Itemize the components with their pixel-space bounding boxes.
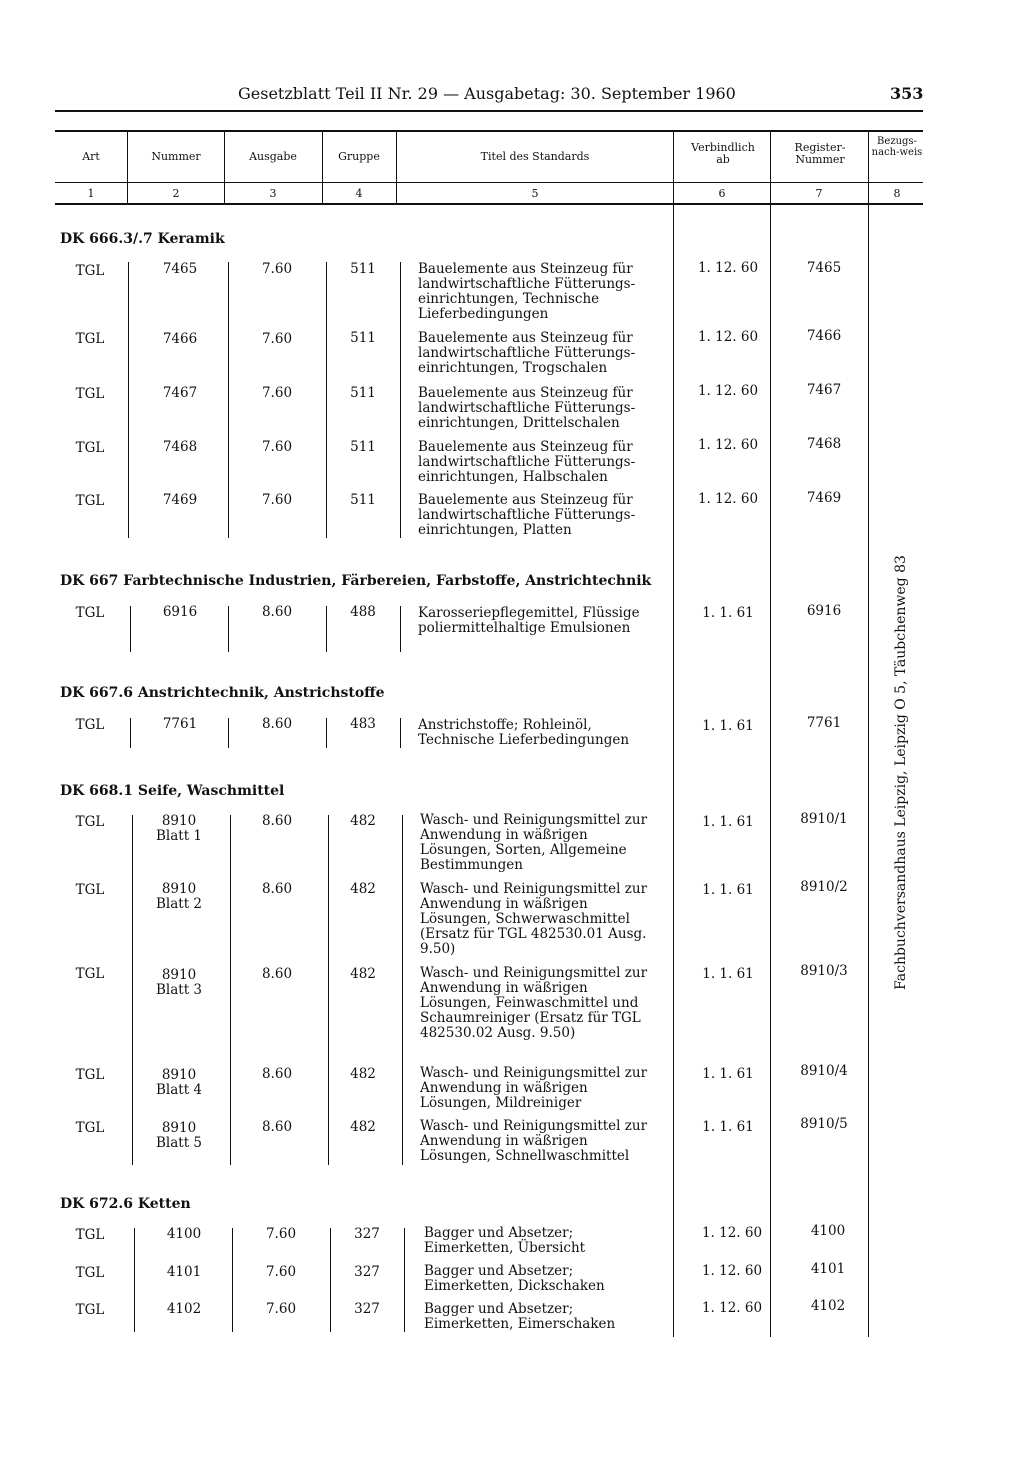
row-sep	[228, 718, 229, 748]
cell-nummer: 7466	[162, 331, 198, 347]
cell-titel: Bauelemente aus Steinzeug für landwirtschaftliche Fütterungs-einrichtungen, Platten	[418, 492, 636, 538]
header-rule-top	[55, 110, 923, 112]
row-sep	[228, 262, 229, 538]
cell-art: TGL	[75, 882, 105, 898]
cell-nummer: 8910 Blatt 5	[155, 1120, 203, 1151]
cell-verbindlich: 1. 1. 61	[702, 966, 754, 982]
section-heading: DK 667 Farbtechnische Industrien, Färbereien, Farbstoffe, Anstrichtechnik	[60, 573, 652, 589]
cell-ausgabe: 8.60	[261, 966, 293, 982]
cell-register: 8910/1	[800, 811, 848, 827]
cell-gruppe: 327	[354, 1301, 380, 1317]
cell-register: 8910/3	[800, 963, 848, 979]
cell-art: TGL	[75, 263, 105, 279]
section-heading: DK 668.1 Seife, Waschmittel	[60, 783, 285, 799]
col-num: 8	[893, 187, 901, 200]
row-sep	[400, 606, 401, 652]
col-num: 4	[355, 187, 363, 200]
col-num: 5	[531, 187, 539, 200]
cell-verbindlich: 1. 12. 60	[697, 437, 759, 453]
col-sep	[127, 132, 128, 203]
row-sep	[402, 815, 403, 1165]
col-num: 2	[172, 187, 180, 200]
cell-ausgabe: 7.60	[265, 1226, 297, 1242]
cell-titel: Bagger und Absetzer; Eimerketten, Eimerschaken	[424, 1301, 616, 1332]
cell-titel: Bauelemente aus Steinzeug für landwirtschaftliche Fütterungs-einrichtungen, Technische Lieferbedingungen	[418, 261, 636, 322]
cell-gruppe: 327	[354, 1226, 380, 1242]
row-sep	[232, 1228, 233, 1332]
col-head-titel: Titel des Standards	[480, 150, 590, 163]
table-rule-mid	[55, 182, 923, 183]
row-sep	[228, 606, 229, 652]
cell-art: TGL	[75, 605, 105, 621]
cell-nummer: 8910 Blatt 4	[155, 1067, 203, 1098]
section-heading: DK 672.6 Ketten	[60, 1196, 191, 1212]
cell-nummer: 8910 Blatt 3	[155, 967, 203, 998]
col-head-ausgabe: Ausgabe	[249, 150, 297, 163]
cell-titel: Wasch- und Reinigungsmittel zur Anwendung in wäßrigen Lösungen, Schnellwaschmittel	[420, 1118, 648, 1164]
cell-titel: Wasch- und Reinigungsmittel zur Anwendung in wäßrigen Lösungen, Feinwaschmittel und Schaumreiniger (Ersatz für TGL 482530.02 Ausg. 9.50)	[420, 965, 648, 1041]
cell-art: TGL	[75, 1120, 105, 1136]
section-heading: DK 666.3/.7 Keramik	[60, 231, 225, 247]
cell-verbindlich: 1. 12. 60	[697, 383, 759, 399]
cell-verbindlich: 1. 12. 60	[701, 1263, 763, 1279]
row-sep	[404, 1228, 405, 1332]
cell-titel: Bauelemente aus Steinzeug für landwirtschaftliche Fütterungs-einrichtungen, Drittelschalen	[418, 385, 636, 431]
cell-gruppe: 327	[354, 1264, 380, 1280]
cell-verbindlich: 1. 1. 61	[702, 882, 754, 898]
table-rule-top	[55, 130, 923, 132]
cell-gruppe: 482	[350, 1119, 376, 1135]
cell-register: 7761	[806, 715, 842, 731]
cell-titel: Bagger und Absetzer; Eimerketten, Übersicht	[424, 1225, 586, 1256]
cell-art: TGL	[75, 493, 105, 509]
cell-titel: Karosseriepflegemittel, Flüssige poliermittelhaltige Emulsionen	[418, 605, 640, 636]
row-sep	[326, 262, 327, 538]
cell-verbindlich: 1. 12. 60	[697, 260, 759, 276]
cell-gruppe: 511	[350, 439, 376, 455]
cell-nummer: 4100	[166, 1226, 202, 1242]
cell-gruppe: 482	[350, 1066, 376, 1082]
cell-register: 8910/4	[800, 1063, 848, 1079]
row-sep	[230, 815, 231, 1165]
bezugsnachweis-note: Fachbuchversandhaus Leipzig, Leipzig O 5, Täubchenweg 83	[893, 555, 909, 990]
cell-titel: Wasch- und Reinigungsmittel zur Anwendung in wäßrigen Lösungen, Schwerwaschmittel (Ersatz für TGL 482530.01 Ausg. 9.50)	[420, 881, 648, 957]
page-number: 353	[890, 84, 924, 103]
cell-ausgabe: 7.60	[261, 492, 293, 508]
col-head-register: Register-Nummer	[794, 141, 846, 166]
col-head-bezug: Bezugs-nach-weis	[871, 136, 923, 158]
cell-register: 7468	[806, 436, 842, 452]
cell-nummer: 6916	[162, 604, 198, 620]
cell-register: 7466	[806, 328, 842, 344]
cell-register: 8910/2	[800, 879, 848, 895]
col-sep-full	[770, 132, 771, 1337]
cell-titel: Wasch- und Reinigungsmittel zur Anwendung in wäßrigen Lösungen, Mildreiniger	[420, 1065, 648, 1111]
col-sep-full	[673, 132, 674, 1337]
cell-register: 4102	[810, 1298, 846, 1314]
row-sep	[130, 718, 131, 748]
cell-ausgabe: 7.60	[261, 331, 293, 347]
row-sep	[330, 1228, 331, 1332]
col-num: 3	[269, 187, 277, 200]
cell-verbindlich: 1. 12. 60	[697, 329, 759, 345]
cell-ausgabe: 8.60	[261, 716, 293, 732]
col-num: 7	[815, 187, 823, 200]
cell-titel: Bagger und Absetzer; Eimerketten, Dickschaken	[424, 1263, 605, 1294]
cell-gruppe: 482	[350, 966, 376, 982]
row-sep	[328, 815, 329, 1165]
row-sep	[128, 262, 129, 538]
cell-titel: Wasch- und Reinigungsmittel zur Anwendung in wäßrigen Lösungen, Sorten, Allgemeine Bestimmungen	[420, 812, 648, 873]
cell-art: TGL	[75, 386, 105, 402]
cell-art: TGL	[75, 814, 105, 830]
cell-gruppe: 482	[350, 881, 376, 897]
cell-verbindlich: 1. 12. 60	[701, 1225, 763, 1241]
cell-art: TGL	[75, 1302, 105, 1318]
cell-verbindlich: 1. 12. 60	[697, 491, 759, 507]
cell-ausgabe: 8.60	[261, 1066, 293, 1082]
cell-gruppe: 488	[350, 604, 376, 620]
col-head-verbindlich: Verbindlich ab	[691, 141, 755, 166]
table-rule-bottom	[55, 203, 923, 205]
cell-register: 7469	[806, 490, 842, 506]
cell-ausgabe: 8.60	[261, 604, 293, 620]
cell-nummer: 7468	[162, 439, 198, 455]
cell-art: TGL	[75, 966, 105, 982]
cell-ausgabe: 8.60	[261, 813, 293, 829]
cell-verbindlich: 1. 1. 61	[702, 605, 754, 621]
row-sep	[400, 262, 401, 538]
cell-titel: Bauelemente aus Steinzeug für landwirtschaftliche Fütterungs-einrichtungen, Halbschalen	[418, 439, 636, 485]
cell-verbindlich: 1. 1. 61	[702, 814, 754, 830]
cell-gruppe: 511	[350, 330, 376, 346]
cell-nummer: 7465	[162, 261, 198, 277]
col-head-art: Art	[82, 150, 100, 163]
cell-nummer: 7469	[162, 492, 198, 508]
cell-gruppe: 482	[350, 813, 376, 829]
col-head-gruppe: Gruppe	[338, 150, 380, 163]
cell-ausgabe: 8.60	[261, 881, 293, 897]
col-num: 6	[718, 187, 726, 200]
cell-register: 4101	[810, 1261, 846, 1277]
cell-nummer: 7467	[162, 385, 198, 401]
cell-register: 6916	[806, 603, 842, 619]
col-sep	[322, 132, 323, 203]
row-sep	[134, 1228, 135, 1332]
cell-nummer: 4101	[166, 1264, 202, 1280]
row-sep	[132, 815, 133, 1165]
cell-verbindlich: 1. 1. 61	[702, 1066, 754, 1082]
cell-ausgabe: 7.60	[265, 1264, 297, 1280]
page-title: Gesetzblatt Teil II Nr. 29 — Ausgabetag: 30. September 1960	[238, 84, 736, 103]
cell-register: 7465	[806, 260, 842, 276]
row-sep	[400, 718, 401, 748]
col-sep-full	[868, 132, 869, 1337]
cell-nummer: 8910 Blatt 2	[155, 881, 203, 912]
cell-ausgabe: 7.60	[265, 1301, 297, 1317]
cell-verbindlich: 1. 12. 60	[701, 1300, 763, 1316]
cell-verbindlich: 1. 1. 61	[702, 718, 754, 734]
cell-ausgabe: 7.60	[261, 385, 293, 401]
cell-gruppe: 511	[350, 385, 376, 401]
cell-verbindlich: 1. 1. 61	[702, 1119, 754, 1135]
cell-art: TGL	[75, 717, 105, 733]
cell-art: TGL	[75, 440, 105, 456]
cell-ausgabe: 7.60	[261, 261, 293, 277]
cell-gruppe: 483	[350, 716, 376, 732]
cell-art: TGL	[75, 1265, 105, 1281]
cell-titel: Bauelemente aus Steinzeug für landwirtschaftliche Fütterungs-einrichtungen, Trogschalen	[418, 330, 636, 376]
cell-ausgabe: 8.60	[261, 1119, 293, 1135]
section-heading: DK 667.6 Anstrichtechnik, Anstrichstoffe	[60, 685, 385, 701]
col-sep	[224, 132, 225, 203]
cell-register: 7467	[806, 382, 842, 398]
cell-art: TGL	[75, 1227, 105, 1243]
cell-ausgabe: 7.60	[261, 439, 293, 455]
cell-nummer: 4102	[166, 1301, 202, 1317]
col-num: 1	[87, 187, 95, 200]
cell-gruppe: 511	[350, 261, 376, 277]
col-head-nummer: Nummer	[151, 150, 201, 163]
col-sep	[396, 132, 397, 203]
cell-gruppe: 511	[350, 492, 376, 508]
cell-register: 8910/5	[800, 1116, 848, 1132]
cell-nummer: 7761	[162, 716, 198, 732]
row-sep	[326, 606, 327, 652]
cell-titel: Anstrichstoffe; Rohleinöl, Technische Lieferbedingungen	[418, 717, 630, 748]
cell-register: 4100	[810, 1223, 846, 1239]
row-sep	[326, 718, 327, 748]
cell-art: TGL	[75, 331, 105, 347]
cell-nummer: 8910 Blatt 1	[155, 813, 203, 844]
row-sep	[130, 606, 131, 652]
cell-art: TGL	[75, 1067, 105, 1083]
